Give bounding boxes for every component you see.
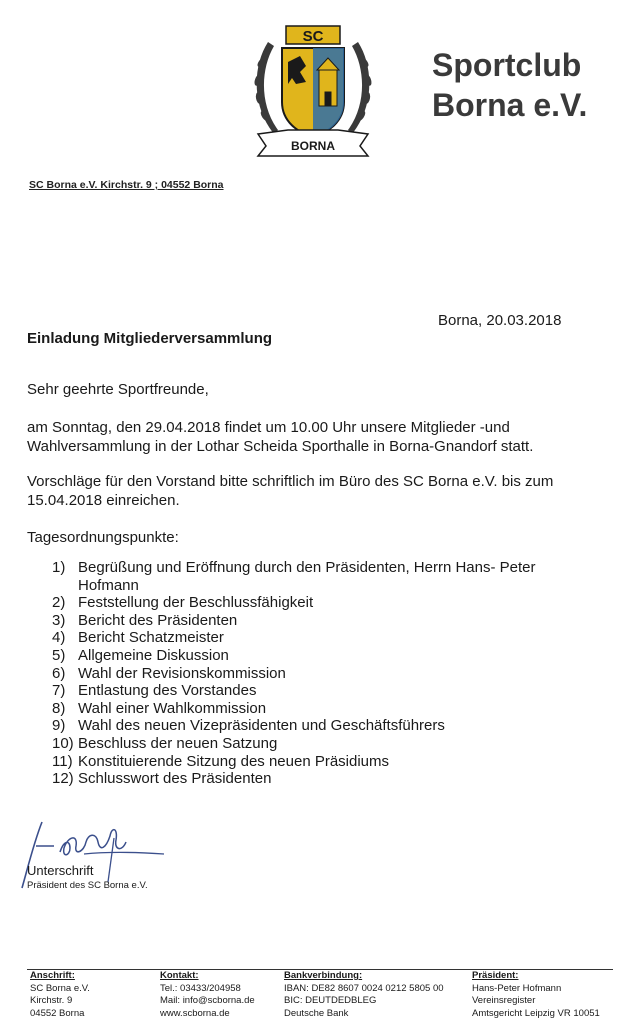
footer-president [472, 970, 600, 1020]
signature-role: Präsident des SC Borna e.V. [27, 880, 148, 891]
footer-website: www.scborna.de [160, 1007, 230, 1019]
footer-heading: Anschrift: [30, 970, 75, 981]
agenda-item-number: 12) [52, 770, 74, 788]
footer-heading: Bankverbindung: [284, 970, 363, 981]
club-name-line2: Borna e.V. [432, 87, 588, 123]
agenda-item-text [78, 559, 578, 594]
agenda-item-number: 8) [52, 699, 66, 717]
agenda-item-number: 5) [52, 646, 66, 664]
agenda-item-text: Wahl einer Wahlkommission [78, 699, 267, 717]
agenda-item-text-line2: Hofmann [78, 576, 139, 594]
agenda-item-number: 11) [52, 752, 73, 770]
agenda-item-text-line1: Begrüßung und Eröffnung durch den Präsidenten, Herrn Hans- Peter [78, 559, 536, 576]
footer-email: Mail: info@scborna.de [160, 995, 255, 1006]
agenda-item [52, 629, 612, 647]
club-logo [248, 22, 378, 162]
agenda-item-text: Wahl der Revisionskommission [78, 664, 286, 682]
agenda-item-text: Wahl des neuen Vizepräsidenten und Geschäftsführers [78, 717, 445, 735]
paragraph-line: Wahlversammlung in der Lothar Scheida Sporthalle in Borna-Gnandorf statt. [27, 438, 534, 455]
agenda-item-text: Bericht des Präsidenten [78, 611, 238, 629]
footer-line: Vereinsregister [472, 995, 536, 1006]
agenda-item-number: 9) [52, 717, 66, 735]
salutation: Sehr geehrte Sportfreunde, [27, 381, 209, 398]
footer-address [30, 970, 90, 1020]
agenda-list [52, 559, 612, 788]
agenda-item-number: 1) [52, 559, 66, 576]
agenda-item-text: Konstituierende Sitzung des neuen Präsidiums [78, 752, 390, 770]
club-name-line1: Sportclub [432, 47, 582, 83]
agenda-item-text: Beschluss der neuen Satzung [78, 734, 278, 752]
agenda-item [52, 700, 612, 718]
date-line: Borna, 20.03.2018 [438, 312, 562, 329]
paragraph-line: am Sonntag, den 29.04.2018 findet um 10.00 Uhr unsere Mitglieder -und [27, 419, 510, 436]
footer-line: IBAN: DE82 8607 0024 0212 5805 00 [284, 982, 444, 994]
agenda-item-text: Entlastung des Vorstandes [78, 682, 257, 700]
signature-label: Unterschrift [27, 863, 94, 878]
footer-line: SC Borna e.V. [30, 982, 90, 994]
agenda-item-number: 10) [52, 734, 74, 752]
club-name [432, 45, 632, 125]
agenda-item-text: Feststellung der Beschlussfähigkeit [78, 594, 314, 612]
agenda-item-text: Schlusswort des Präsidenten [78, 770, 272, 788]
agenda-item [52, 753, 612, 771]
agenda-item [52, 612, 612, 630]
agenda-item [52, 594, 612, 612]
sender-address-line: SC Borna e.V. Kirchstr. 9 ; 04552 Borna [29, 179, 224, 191]
agenda-item [52, 735, 612, 753]
agenda-item-number: 7) [52, 682, 66, 700]
paragraph-proposals [27, 472, 553, 510]
logo-sc-text: SC [302, 28, 324, 45]
footer-heading: Präsident: [472, 970, 519, 981]
agenda-item-number: 4) [52, 629, 66, 647]
agenda-item [52, 770, 612, 788]
subject-line: Einladung Mitgliederversammlung [27, 330, 273, 347]
agenda-item-number: 2) [52, 594, 66, 612]
agenda-item-text: Allgemeine Diskussion [78, 646, 229, 664]
paragraph-line: 15.04.2018 einreichen. [27, 492, 180, 509]
agenda-item [52, 665, 612, 683]
paragraph-meeting-info [27, 418, 533, 456]
footer-line: BIC: DEUTDEDBLEG [284, 995, 377, 1006]
footer-phone: Tel.: 03433/204958 [160, 982, 241, 994]
agenda-item [52, 647, 612, 665]
agenda-title: Tagesordnungspunkte: [27, 529, 179, 546]
agenda-item-number: 6) [52, 664, 66, 682]
agenda-item [52, 717, 612, 735]
footer-bank [284, 970, 444, 1020]
logo-borna-text: BORNA [291, 139, 335, 153]
paragraph-line: Vorschläge für den Vorstand bitte schriftlich im Büro des SC Borna e.V. bis zum [27, 473, 554, 490]
footer-line: 04552 Borna [30, 1007, 85, 1019]
agenda-item-number: 3) [52, 611, 66, 629]
footer-heading: Kontakt: [160, 970, 199, 981]
footer-line: Deutsche Bank [284, 1007, 349, 1019]
footer-line: Amtsgericht Leipzig VR 10051 [472, 1007, 600, 1019]
agenda-item [52, 682, 612, 700]
footer-line: Kirchstr. 9 [30, 995, 73, 1006]
footer-contact [160, 970, 255, 1020]
footer-line: Hans-Peter Hofmann [472, 982, 562, 994]
agenda-item-text: Bericht Schatzmeister [78, 629, 224, 647]
agenda-item [52, 559, 612, 594]
